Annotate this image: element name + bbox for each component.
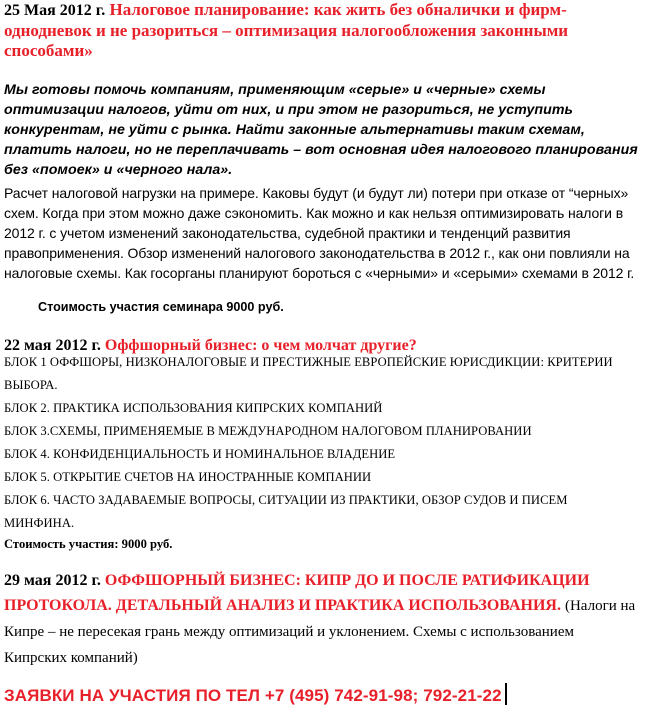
seminar1-price: Стоимость участия семинара 9000 руб. [38,300,284,314]
list-item: БЛОК 5. ОТКРЫТИЕ СЧЕТОВ НА ИНОСТРАННЫЕ КОМПАНИИ [4,470,372,484]
seminar3-description: (Налоги на Кипре – не пересекая грань между оптимизаций и уклонением. Схемы с использованием Кипрских компаний) [4,598,636,666]
seminar3-heading [4,568,640,671]
seminar2-blocks [4,351,640,535]
list-item: БЛОК 2. ПРАКТИКА ИСПОЛЬЗОВАНИЯ КИПРСКИХ КОМПАНИЙ [4,401,383,415]
seminar1-heading [4,0,642,61]
seminar1-title: Налоговое планирование: как жить без обналички и фирм-однодневок и не разориться – оптимизация налогообложения законными способами» [4,0,569,60]
seminar1-date: 25 Мая 2012 г. [4,2,106,19]
seminar1-body: Расчет налоговой нагрузки на примере. Каковы будут (и будут ли) потери при отказе от “черных» схем. Когда при этом можно даже сэкономить. Как можно и как нельзя оптимизировать налоги в 2012 г. с учетом изменений законодательства, судебной практики и тенденций развития правоприменения. Обзор изменений налогового законодательства в 2012 г., как они повлияли на налоговые схемы. Как госорганы планируют бороться с «черными» и «серыми» схемами в 2012 г. [4,185,635,281]
text-cursor [505,683,507,705]
seminar1-intro: Мы готовы помочь компаниям, применяющим «серые» и «черные» схемы оптимизации налогов, уйти от них, и при этом не разориться, не уступить конкурентам, не уйти с рынка. Найти законные альтернативы таким схемам, платить налоги, но не переплачивать – вот основная идея налогового планирования без «помоек» и «черного нала». [4,82,638,178]
list-item: БЛОК 3.СХЕМЫ, ПРИМЕНЯЕМЫЕ В МЕЖДУНАРОДНОМ НАЛОГОВОМ ПЛАНИРОВАНИИ [4,424,532,438]
applications-line [4,683,642,709]
seminar3-title: ОФФШОРНЫЙ БИЗНЕС: КИПР ДО И ПОСЛЕ РАТИФИКАЦИИ ПРОТОКОЛА. ДЕТАЛЬНЫЙ АНАЛИЗ И ПРАКТИКА ИСПОЛЬЗОВАНИЯ. [4,572,590,614]
list-item: БЛОК 6. ЧАСТО ЗАДАВАЕМЫЕ ВОПРОСЫ, СИТУАЦИИ ИЗ ПРАКТИКИ, ОБЗОР СУДОВ И ПИСЕМ МИНФИНА. [4,493,568,530]
seminar3-date: 29 мая 2012 г. [4,572,101,589]
applications-text: ЗАЯВКИ НА УЧАСТИЯ ПО ТЕЛ +7 (495) 742-91-98; 792-21-22 [4,686,502,705]
seminar2-date: 22 мая 2012 г. [4,337,101,354]
seminar2-price: Стоимость участия: 9000 руб. [4,537,173,551]
seminar2-title: Оффшорный бизнес: о чем молчат другие? [104,337,417,354]
list-item: БЛОК 4. КОНФИДЕНЦИАЛЬНОСТЬ И НОМИНАЛЬНОЕ ВЛАДЕНИЕ [4,447,396,461]
list-item: БЛОК 1 ОФФШОРЫ, НИЗКОНАЛОГОВЫЕ И ПРЕСТИЖНЫЕ ЕВРОПЕЙСКИЕ ЮРИСДИКЦИИ: КРИТЕРИИ ВЫБОРА. [4,355,613,392]
